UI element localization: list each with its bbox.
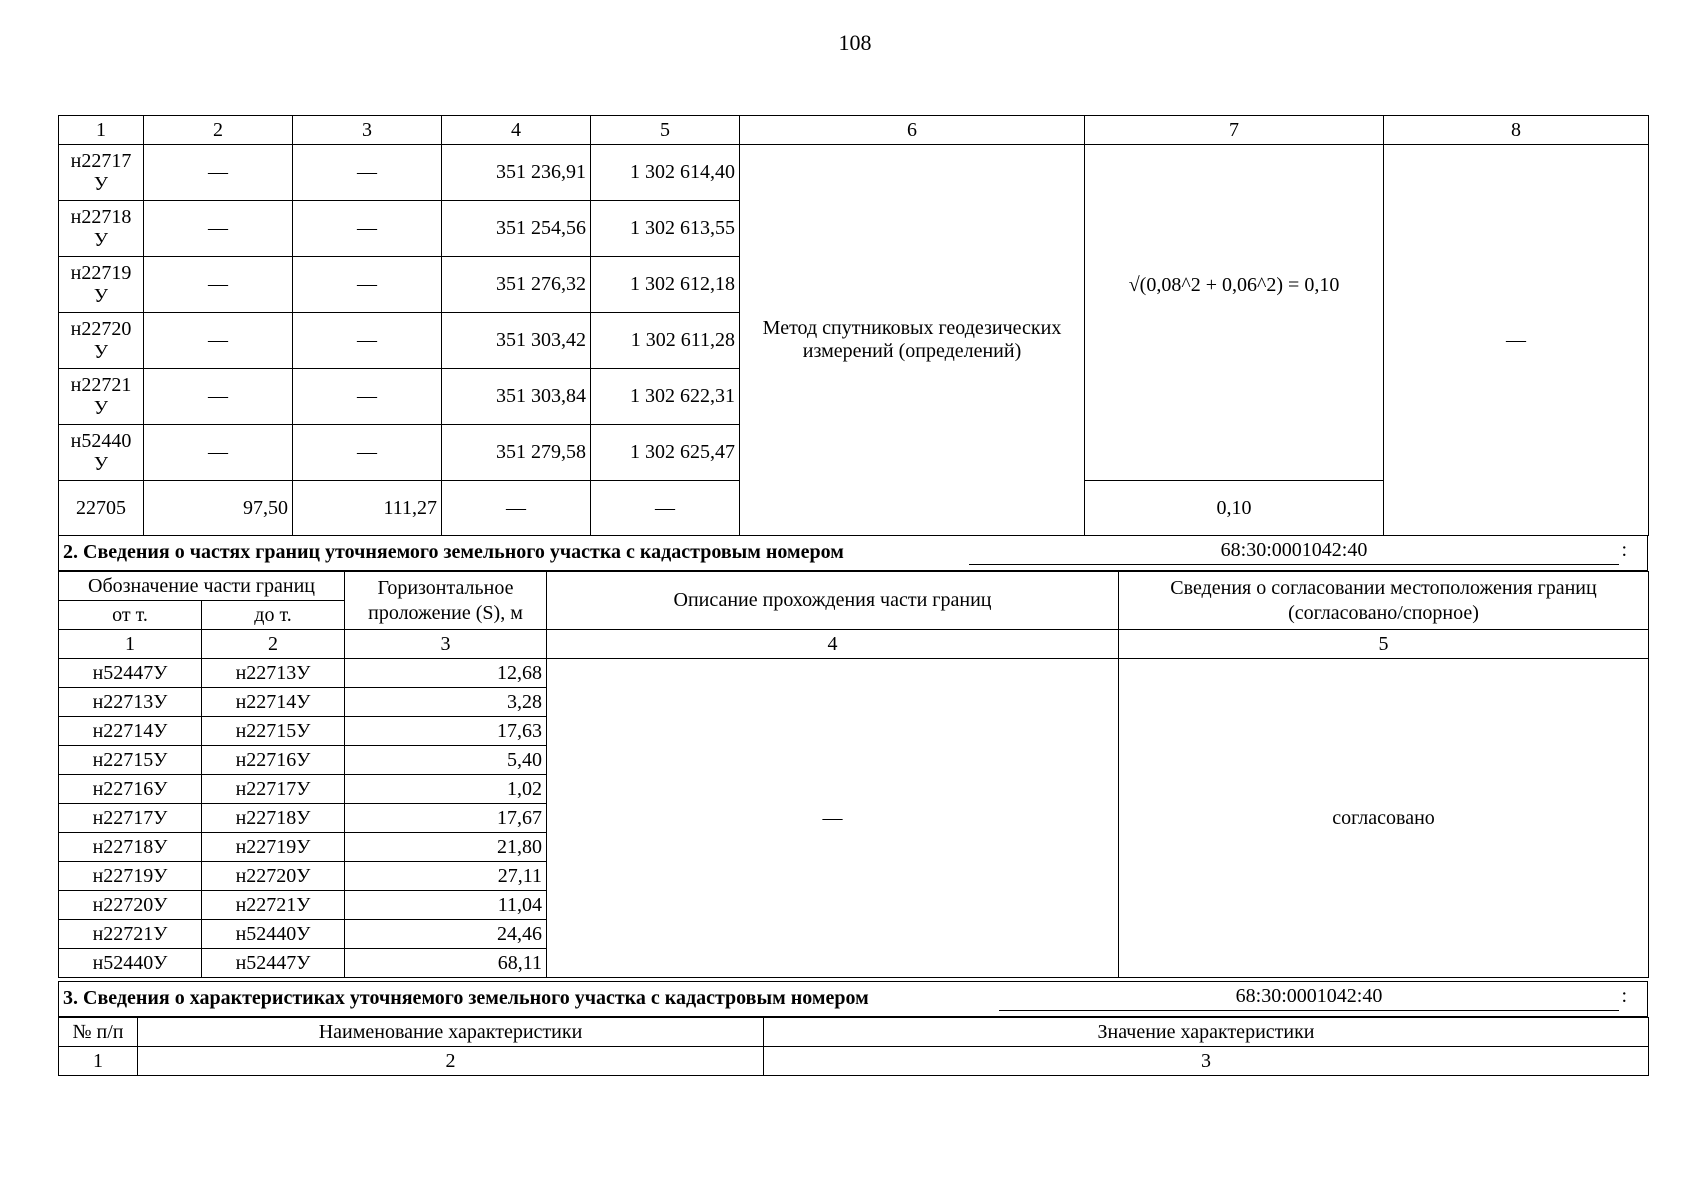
coord-y: 1 302 622,31 xyxy=(591,369,740,425)
coord-y: 1 302 625,47 xyxy=(591,425,740,481)
cell-dash: — xyxy=(144,425,293,481)
formula-cell: √(0,08^2 + 0,06^2) = 0,10 xyxy=(1085,145,1384,481)
coord-x: 351 303,84 xyxy=(442,369,591,425)
from-point: н22719У xyxy=(59,862,202,891)
section3-cadastral-number: 68:30:0001042:40 xyxy=(999,985,1619,1011)
horizontal-value: 11,04 xyxy=(345,891,547,920)
col-number: 4 xyxy=(547,630,1119,659)
page-number: 108 xyxy=(838,30,872,55)
horizontal-value: 21,80 xyxy=(345,833,547,862)
characteristics-table xyxy=(58,1017,1649,1076)
col-number: 1 xyxy=(59,1047,138,1076)
from-point: н22713У xyxy=(59,688,202,717)
from-header: от т. xyxy=(59,601,202,630)
cell-dash: — xyxy=(293,257,442,313)
from-point: н22714У xyxy=(59,717,202,746)
point-id: 22705 xyxy=(59,481,144,536)
point-id: н52440 У xyxy=(59,425,144,481)
cell-dash: — xyxy=(144,201,293,257)
coord-x: 351 236,91 xyxy=(442,145,591,201)
col-header: 8 xyxy=(1384,116,1649,145)
header-row xyxy=(59,116,1649,145)
to-point: н22716У xyxy=(202,746,345,775)
section3-title-bar xyxy=(58,981,1648,1017)
description-header: Описание прохождения части границ xyxy=(547,572,1119,630)
from-point: н22720У xyxy=(59,891,202,920)
from-point: н52440У xyxy=(59,949,202,978)
col-number: 3 xyxy=(764,1047,1649,1076)
coord-x: 351 279,58 xyxy=(442,425,591,481)
col-header: 7 xyxy=(1085,116,1384,145)
cell-dash: — xyxy=(144,313,293,369)
section2-colon: : xyxy=(1621,539,1627,561)
coord-y: 1 302 613,55 xyxy=(591,201,740,257)
agreement-header: Сведения о согласовании местоположения границ (согласовано/спорное) xyxy=(1119,572,1649,630)
to-point: н52447У xyxy=(202,949,345,978)
from-point: н22717У xyxy=(59,804,202,833)
col-header: 5 xyxy=(591,116,740,145)
from-point: н22715У xyxy=(59,746,202,775)
horizontal-value: 68,11 xyxy=(345,949,547,978)
to-point: н22720У xyxy=(202,862,345,891)
to-point: н52440У xyxy=(202,920,345,949)
coord-x: 351 303,42 xyxy=(442,313,591,369)
cell-value: 97,50 xyxy=(144,481,293,536)
horizontal-header: Горизонтальное проложение (S), м xyxy=(345,572,547,630)
characteristic-name-header: Наименование характеристики xyxy=(138,1018,764,1047)
section3-title: 3. Сведения о характеристиках уточняемого земельного участка с кадастровым номером xyxy=(63,987,869,1009)
to-point: н22718У xyxy=(202,804,345,833)
section3-colon: : xyxy=(1621,985,1627,1007)
point-id: н22717 У xyxy=(59,145,144,201)
horizontal-value: 5,40 xyxy=(345,746,547,775)
col-number: 3 xyxy=(345,630,547,659)
agreement-value: согласовано xyxy=(1119,659,1649,978)
characteristic-value-header: Значение характеристики xyxy=(764,1018,1649,1047)
col-header: 4 xyxy=(442,116,591,145)
cell-dash: — xyxy=(293,313,442,369)
from-point: н22721У xyxy=(59,920,202,949)
method-cell: Метод спутниковых геодезических измерений (определений) xyxy=(740,145,1085,536)
cell-value: 111,27 xyxy=(293,481,442,536)
from-point: н52447У xyxy=(59,659,202,688)
col-number-row xyxy=(59,1047,1649,1076)
coord-x: 351 276,32 xyxy=(442,257,591,313)
header-row xyxy=(59,572,1649,601)
point-id: н22718 У xyxy=(59,201,144,257)
to-point: н22713У xyxy=(202,659,345,688)
horizontal-value: 3,28 xyxy=(345,688,547,717)
col-header: 1 xyxy=(59,116,144,145)
horizontal-value: 1,02 xyxy=(345,775,547,804)
cell-dash: — xyxy=(144,257,293,313)
cell-dash: — xyxy=(293,201,442,257)
point-id: н22721 У xyxy=(59,369,144,425)
col-header: 2 xyxy=(144,116,293,145)
to-point: н22715У xyxy=(202,717,345,746)
from-point: н22718У xyxy=(59,833,202,862)
horizontal-value: 17,63 xyxy=(345,717,547,746)
description-value: — xyxy=(547,659,1119,978)
table-row xyxy=(59,659,1649,688)
to-header: до т. xyxy=(202,601,345,630)
coord-y: 1 302 611,28 xyxy=(591,313,740,369)
col-number: 2 xyxy=(138,1047,764,1076)
to-point: н22717У xyxy=(202,775,345,804)
coordinates-table xyxy=(58,115,1649,536)
col-number-row xyxy=(59,630,1649,659)
col-number: 2 xyxy=(202,630,345,659)
to-point: н22719У xyxy=(202,833,345,862)
col-header: 3 xyxy=(293,116,442,145)
section2-cadastral-number: 68:30:0001042:40 xyxy=(969,539,1619,565)
accuracy-value: 0,10 xyxy=(1085,481,1384,536)
cell-dash: — xyxy=(591,481,740,536)
point-id: н22720 У xyxy=(59,313,144,369)
header-row xyxy=(59,1018,1649,1047)
cell-dash: — xyxy=(442,481,591,536)
coord-y: 1 302 614,40 xyxy=(591,145,740,201)
cell-dash: — xyxy=(144,369,293,425)
col-header: 6 xyxy=(740,116,1085,145)
to-point: н22721У xyxy=(202,891,345,920)
coord-y: 1 302 612,18 xyxy=(591,257,740,313)
number-header: № п/п xyxy=(59,1018,138,1047)
from-point: н22716У xyxy=(59,775,202,804)
designation-header: Обозначение части границ xyxy=(59,572,345,601)
cell-dash: — xyxy=(293,369,442,425)
cell-dash: — xyxy=(293,425,442,481)
boundary-parts-table xyxy=(58,571,1649,978)
col8-dash: — xyxy=(1384,145,1649,536)
col-number: 1 xyxy=(59,630,202,659)
cell-dash: — xyxy=(144,145,293,201)
horizontal-value: 27,11 xyxy=(345,862,547,891)
col-number: 5 xyxy=(1119,630,1649,659)
point-id: н22719 У xyxy=(59,257,144,313)
cell-dash: — xyxy=(293,145,442,201)
horizontal-value: 17,67 xyxy=(345,804,547,833)
horizontal-value: 24,46 xyxy=(345,920,547,949)
to-point: н22714У xyxy=(202,688,345,717)
section2-title: 2. Сведения о частях границ уточняемого земельного участка с кадастровым номером xyxy=(63,541,844,563)
table-row xyxy=(59,145,1649,201)
section2-title-bar xyxy=(58,535,1648,571)
coord-x: 351 254,56 xyxy=(442,201,591,257)
horizontal-value: 12,68 xyxy=(345,659,547,688)
